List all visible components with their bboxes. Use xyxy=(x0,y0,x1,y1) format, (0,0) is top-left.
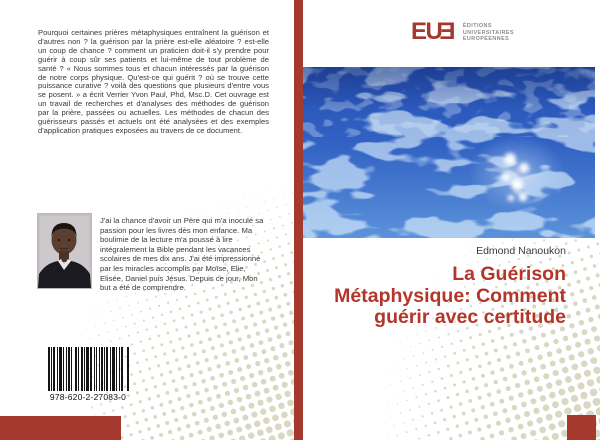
spine xyxy=(294,0,303,440)
water-image xyxy=(303,67,595,238)
book-title xyxy=(304,264,566,329)
logo-letter-e-mirrored: E xyxy=(441,18,456,45)
cover-photo-water xyxy=(303,67,595,238)
book-title-line: Métaphysique: Comment xyxy=(334,284,566,307)
author-bio-text: J'ai la chance d'avoir un Père qui m'a inoculé sa passion pour les livres dès mon enfance. Ma boulimie de la lecture m'a poussé à lire intégralement la Bible pendant les vacances scolaires de mes dix ans. J'ai été impressionné par les miracles accomplis par Moïse, Elie, Elisée, Daniel puis Jésus. Depuis ce jour, Mon but a été de comprendre. xyxy=(100,216,264,293)
logo-letter-e: E xyxy=(411,18,426,45)
author-name: Edmond Nanoukon xyxy=(476,245,566,257)
author-photo xyxy=(38,214,91,288)
barcode xyxy=(45,347,131,402)
author-portrait-image xyxy=(38,214,91,288)
publisher-name-line: EUROPÉENNES xyxy=(462,36,510,43)
back-cover xyxy=(0,0,294,440)
barcode-bars-icon xyxy=(48,347,129,391)
publisher-name-line: UNIVERSITAIRES xyxy=(462,29,515,36)
book-title-line: guérir avec certitude xyxy=(374,306,566,328)
red-accent-bar xyxy=(0,416,121,440)
front-cover xyxy=(303,0,600,440)
isbn-number: 978-620-2-27083-0 xyxy=(49,392,127,402)
synopsis-text: Pourquoi certaines prières métaphysiques entraînent la guérison et d'autres non ? la guérison par la prière est-elle aléatoire ? est-elle un coup de chance ? comment un praticien doit-il s'y prendre pour guérir à coup sûr ses patients et lui-même de tout problème de santé ? « Nous sommes tous et chacun intéressés par la guérison de notre corps physique. Qu'est-ce qui guérit ? où se trouve cette puissance curative ? voilà des questions que plusieurs d'entre vous se posent. » a écrit Verrier Yvon Paul, Phd, Msc.D. Cet ouvrage est un travail de recherches et d'analyses des méthodes de guérison par la prière, passées ou actuelles. Les méthodes de chacun des guérisseurs passés et actuels ont été analysées et des exemples d'application pratiques exposées au travers de ce document. xyxy=(38,28,269,135)
publisher-name xyxy=(463,23,514,43)
publisher-logo-letters xyxy=(411,19,456,45)
publisher-name-line: ÉDITIONS xyxy=(462,23,492,29)
red-accent-square xyxy=(567,415,596,440)
publisher-logo xyxy=(411,19,514,45)
book-title-line: La Guérison xyxy=(452,263,566,285)
logo-letter-u: U xyxy=(425,18,442,45)
